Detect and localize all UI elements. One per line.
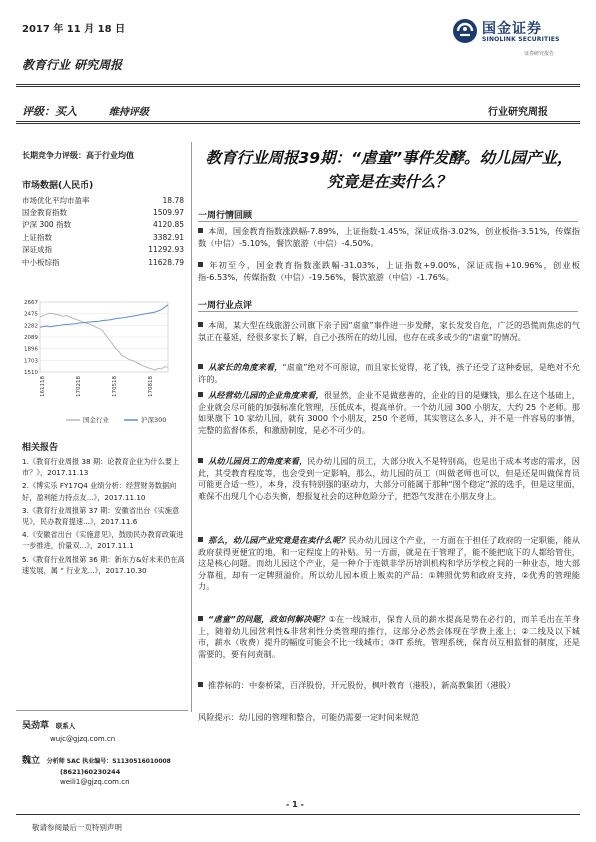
table-row: 市场优化平均市盈率 18.78 <box>22 195 184 205</box>
company-logo <box>452 16 577 58</box>
section-heading: 一周行情回顾 <box>198 211 253 221</box>
table-row: 中小板综指 11628.79 <box>22 257 184 267</box>
paragraph: 年初至今，国金教育指数涨跌幅-31.03%，上证指数+9.00%，深证成指+10.96%，创业板指-6.53%，传媒指数（中信）-19.56%，餐饮旅游（中信）-1.76%。 <box>198 260 580 282</box>
y-tick-label: 1510 <box>24 370 38 376</box>
bullet-icon <box>198 458 203 463</box>
phone: (8621)60230244 <box>60 768 121 776</box>
bullet-icon <box>198 392 203 397</box>
y-tick-label: 2282 <box>24 323 38 330</box>
logo-cn: 国金证券 <box>482 21 542 37</box>
bullet-icon <box>198 537 203 542</box>
sinolink-logo-icon <box>452 18 478 44</box>
bullet-icon <box>198 228 203 233</box>
rating-label: 评级：买入 <box>22 105 77 118</box>
bullet-icon <box>198 364 203 369</box>
list-item[interactable]: 4.《安徽省出台《实施意见》，鼓励民办教育政策进一步推进，价量双...》，2017.11.1 <box>22 530 184 551</box>
bullet-icon <box>198 262 203 267</box>
x-tick-label: 161118 <box>40 376 46 397</box>
table-row: 深证成指 11292.93 <box>22 245 184 255</box>
bullet-icon <box>198 682 203 687</box>
legend-label: 沪深300 <box>141 416 167 424</box>
email-link[interactable]: weili1@gjzq.com.cn <box>60 778 130 786</box>
x-tick-label: 170218 <box>76 376 82 397</box>
table-row: 国金教育指数 1509.97 <box>22 208 184 218</box>
bullet-icon <box>198 616 203 621</box>
rating-keep: 维持评级 <box>108 107 149 118</box>
logo-sub: 证券研究报告 <box>524 51 555 57</box>
y-tick-label: 2667 <box>24 300 38 306</box>
divider <box>16 121 580 122</box>
divider <box>198 311 578 312</box>
paragraph: 本周，某大型在线旅游公司旗下亲子园“虐童”事件进一步发酵，家长发发自危，广泛的恐慌而焦虑的气氛正在蔓延，经很多家长了解，自己小孩所在的幼儿园，也存在或多或少的“虐童”的情况。 <box>198 320 580 342</box>
index-line-chart <box>18 292 186 432</box>
table-row: 沪深 300 指数 4120.85 <box>22 220 184 230</box>
paragraph: 从经营幼儿园的企业角度来看，很显然，企业不是做慈善的，企业的目的是赚钱，那么在这个基础上，企业就会尽可能的加强标准化管理，压低成本，提高单价。一个幼儿园 300 小朋友，大约 25 个老师。那如果旗下 10 家幼儿园，就有 3000 个小朋友，250 个老师，其实管这么多人，并不是一件容易的事情，完整的监督体系，和激励制度，是必不可少的。 <box>198 390 580 435</box>
y-tick-label: 2089 <box>24 335 38 341</box>
page-title: 教育行业 研究周报 <box>22 58 123 72</box>
page-number: - 1 - <box>286 800 304 809</box>
paragraph: 本周，国金教育指数涨跌幅-7.89%，上证指数-1.45%，深证成指-3.02%，创业板指-3.51%，传媒指数（中信）-5.10%，餐饮旅游（中信）-4.50%。 <box>198 226 580 248</box>
y-tick-label: 1896 <box>24 346 38 353</box>
email-link[interactable]: wujc@gjzq.com.cn <box>50 735 116 743</box>
rating-row <box>22 103 149 119</box>
y-tick-label: 2475 <box>24 311 38 318</box>
paragraph: 从幼儿园员工的角度来看，民办幼儿园的员工，大部分收入不是特别高，也是出于成本考虑的需求，因此，其受教育程度等，也会受到一定影响，那么，幼儿园的员工（叫做老师也可以，但是还是叫做保育员可能更合适一些），本身，没有特别强的驱动力，大部分可能属于那种“图个稳定”派的选手，但是这里面，难保不出现几个心态失衡，想报复社会的这种危险分子，把怨气发泄在小朋友身上。 <box>198 456 580 501</box>
list-item[interactable]: 1.《教育行业周报 38 期：论教育企业为什么要上市？》，2017.11.13 <box>22 457 180 478</box>
risk-warning: 风险提示：幼儿园的管理和整合，可能仍需要一定时间来规范 <box>198 712 420 722</box>
table-row: 上证指数 3382.91 <box>22 232 184 242</box>
list-item[interactable]: 3.《教育行业周报第 37 期：安徽省出台《实施意见》，民办教育提速...》，2017.11.6 <box>22 505 180 527</box>
y-tick-label: 1703 <box>24 358 38 365</box>
divider <box>16 814 580 815</box>
report-date: 2017 年 11 月 18 日 <box>22 24 126 35</box>
divider <box>16 86 580 87</box>
divider <box>16 710 188 711</box>
series-line <box>40 313 168 370</box>
x-tick-label: 170518 <box>112 376 118 397</box>
disclaimer: 敬请参阅最后一页特别声明 <box>32 823 122 832</box>
list-item[interactable]: 5.《教育行业周报第 36 期：新东方&好未来仍在高速发展，属 “ 行业龙...》，2017.10.30 <box>22 554 185 575</box>
long-term-rating: 长期竞争力评级：高于行业均值 <box>22 151 134 160</box>
x-tick-label: 170818 <box>148 376 154 397</box>
legend-label: 国金行业 <box>83 416 109 424</box>
bullet-icon <box>198 322 203 327</box>
paragraph: 那么，幼儿园产业究竟是在卖什么呢？民办幼儿园这个产业，一方面在于担任了政府的一定职能，能从政府获得更便宜的地，和一定程度上的补贴。另一方面，就是在于管理了，能不能把底下的人都给管住，这是核心问题。而幼儿园这个产业，是一种介于连锁非学历培训机构和学历学校之间的一种业态，地大部分靠租，却有一定牌照溢价。所以幼儿园本质上贩卖的产品：①牌照优势和政府支持，②优秀的管理能力。 <box>198 535 580 592</box>
market-data-table <box>22 194 184 268</box>
divider <box>198 221 578 222</box>
paragraph: 从家长的角度来看，“虐童”绝对不可原谅，而且家长觉得，花了钱，孩子还受了这种委屈，是绝对不允许的。 <box>198 362 580 384</box>
column-divider <box>191 142 192 712</box>
logo-en: SINOLINK SECURITIES <box>482 36 560 43</box>
related-reports-title: 相关报告 <box>22 443 59 453</box>
paragraph: 推荐标的：中泰桥梁，百洋股份，开元股份，枫叶教育（港股），新高教集团（港股） <box>198 680 580 692</box>
paragraph: “虐童”的问题，政如何解决呢？①在一线城市，保育人员的薪水提高是势在必行的，而羊毛出在羊身上，随着幼儿园营利性&非营利性分类管理的推行，这部分必然会体现在学费上涨上；②二线及以下城市，薪水（收费）提升的幅度可能会不比一线城市；③IT 系统，管理系统，保育员互相监督的制度，还是需要的，要有问责制。 <box>198 614 581 659</box>
analyst-info: 吴劲草 联系人 wujc@gjzq.com.cn 魏立 分析师 SAC 执业编号：S1130516010008 (8621)60230244 weili1@gjzq.com.cn <box>22 716 192 786</box>
report-type: 行业研究周报 <box>488 107 548 118</box>
series-line <box>40 305 168 327</box>
divider <box>16 123 580 124</box>
section-heading: 一周行业点评 <box>198 301 253 311</box>
divider <box>16 84 580 85</box>
list-item[interactable]: 2.《博实乐 FY17Q4 业绩分析：经营财务数据向好，盈利能力持点友...》，2017.11.10 <box>22 481 177 502</box>
report-headline: 教育行业周报39期：“虐童”事件发酵。幼儿园产业，究竟是在卖什么？ <box>205 149 573 191</box>
related-reports-list <box>22 456 186 578</box>
market-data-title: 市场数据(人民币) <box>22 181 94 191</box>
